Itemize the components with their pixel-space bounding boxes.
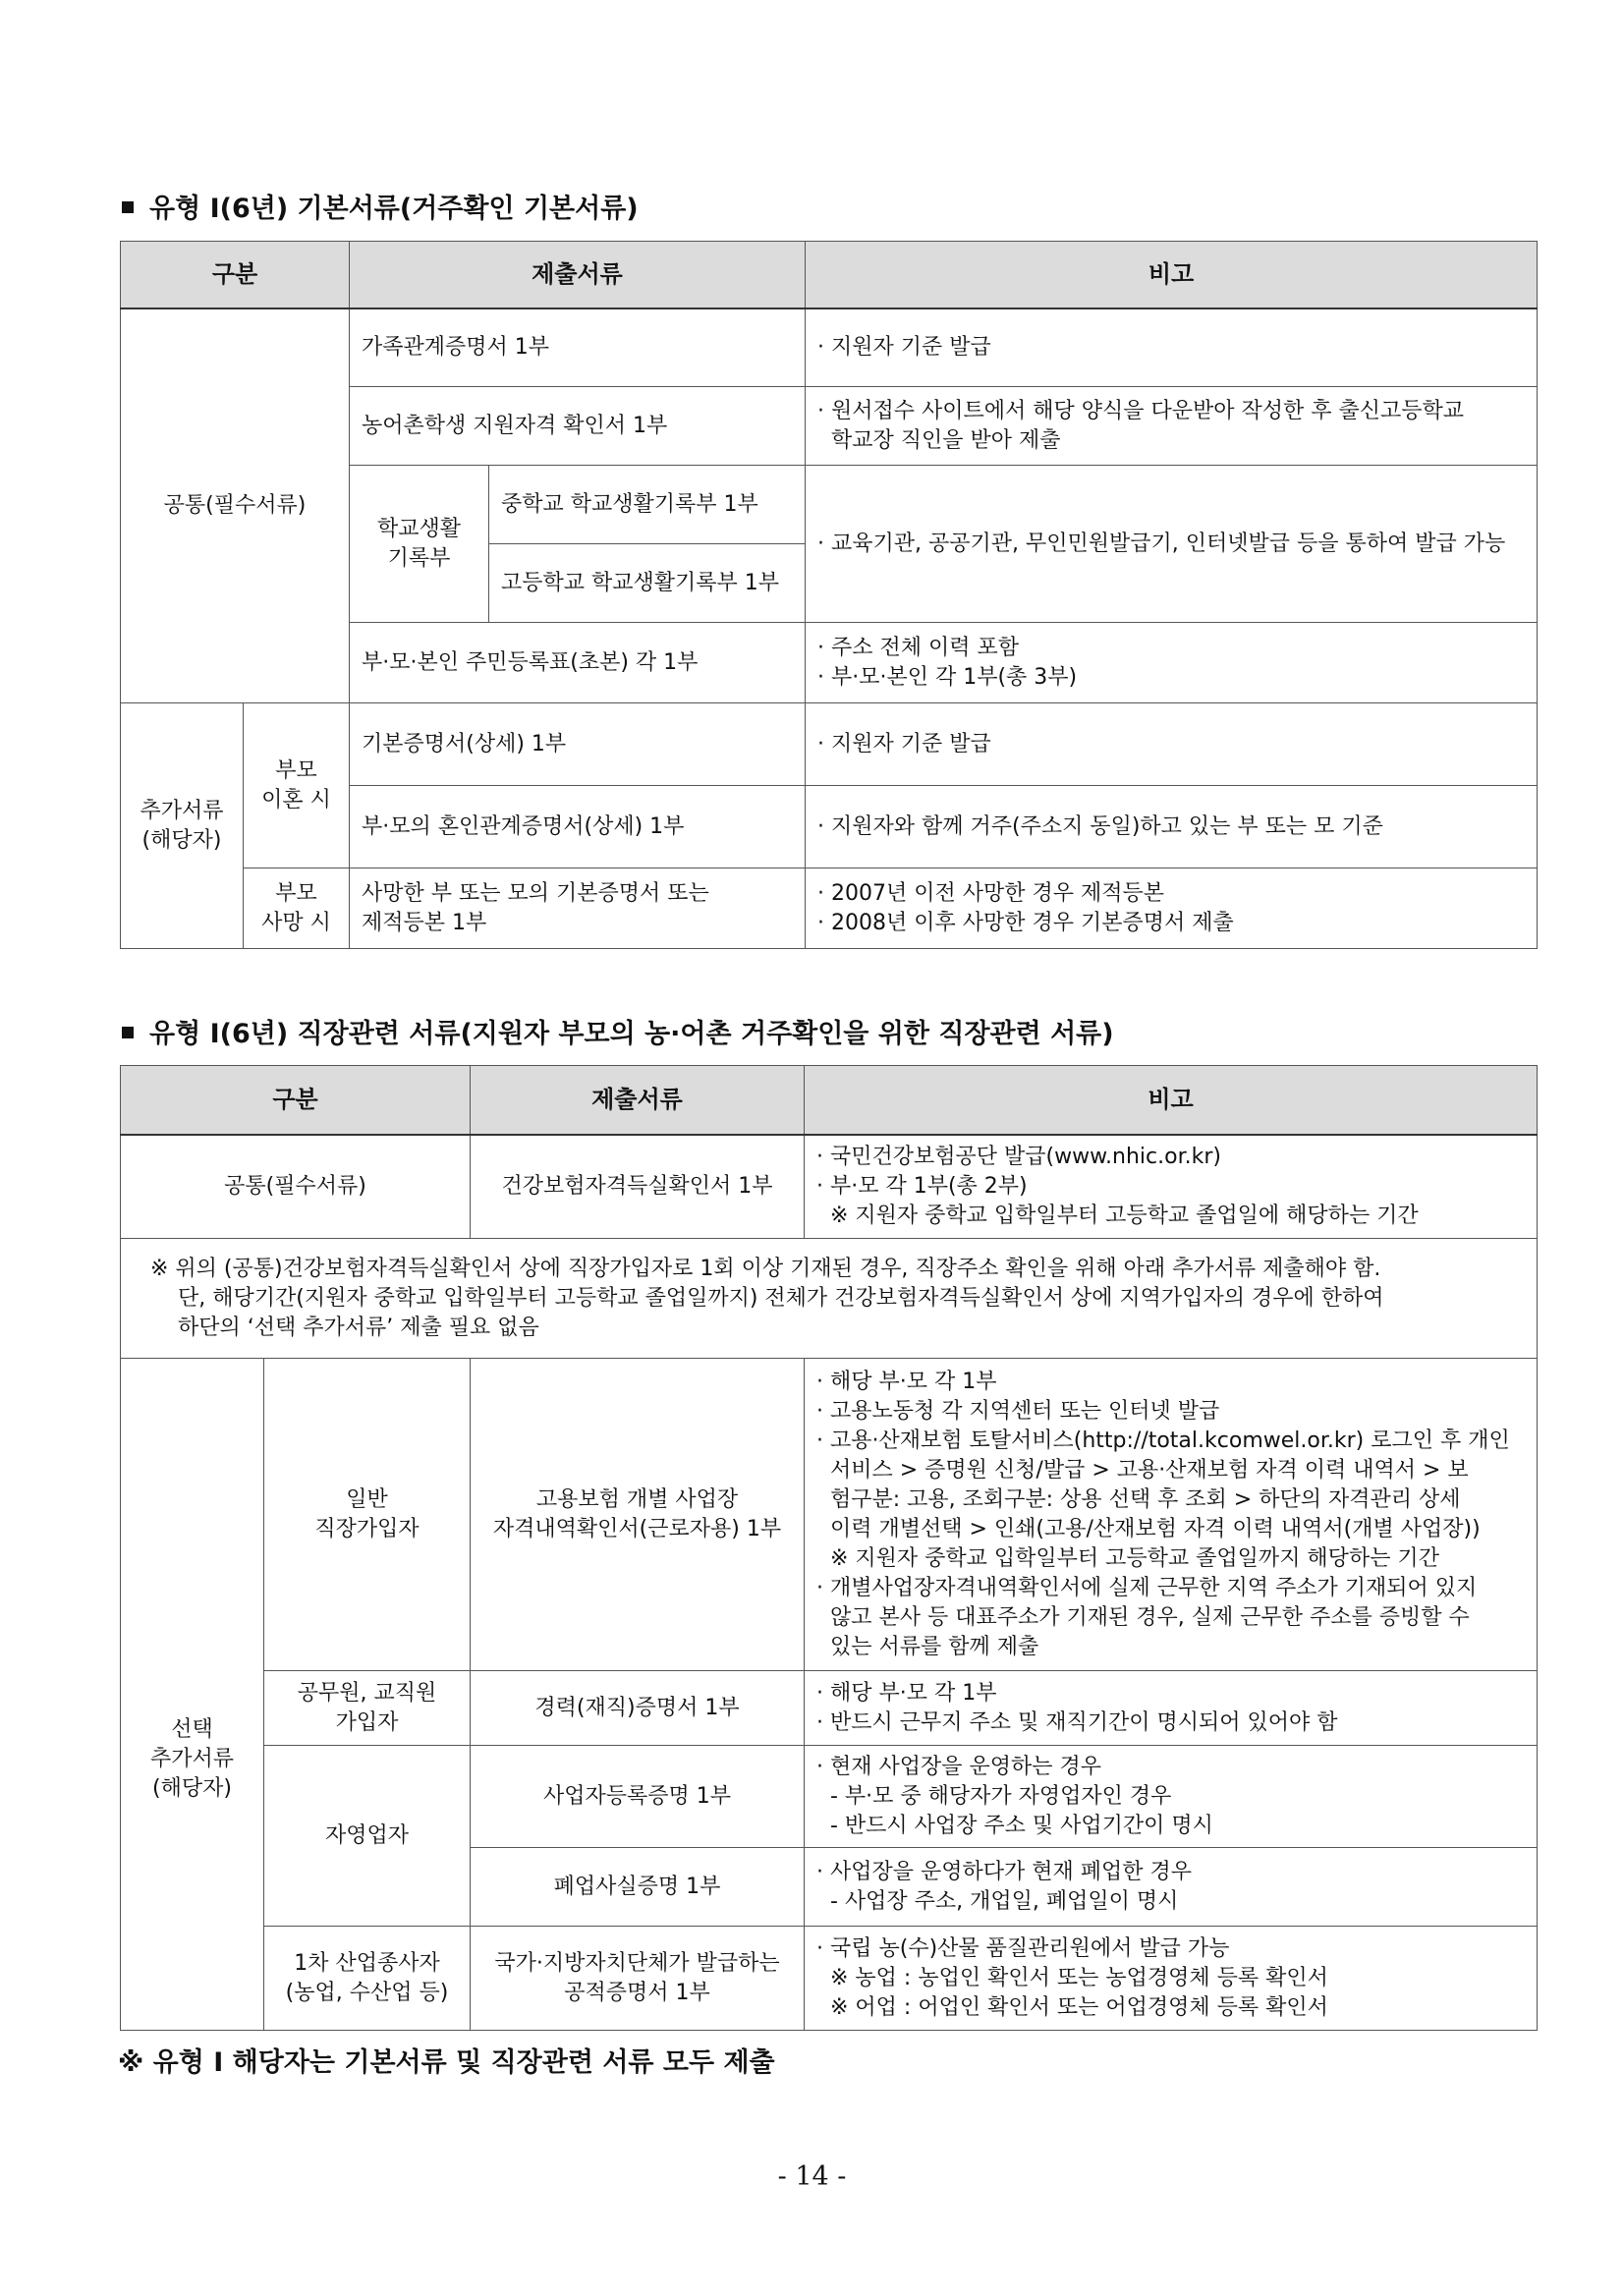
note-marriage-cert: · 지원자와 함께 거주(주소지 동일)하고 있는 부 또는 모 기준 <box>806 786 1538 868</box>
note-resident-registration: · 주소 전체 이력 포함 · 부·모·본인 각 1부(총 3부) <box>806 623 1538 703</box>
note-public-certificate: · 국립 농(수)산물 품질관리원에서 발급 가능 ※ 농업 : 농업인 확인서 또는 농업경영체 등록 확인서 ※ 어업 : 어업인 확인서 또는 어업경영체 등록 확인서 <box>805 1927 1538 2031</box>
doc-closure-cert: 폐업사실증명 1부 <box>471 1848 805 1927</box>
square-bullet-icon <box>122 201 134 213</box>
note-employment-cert: · 해당 부·모 각 1부 · 반드시 근무지 주소 및 재직기간이 명시되어 있어야 함 <box>805 1671 1538 1746</box>
parents-divorce-label: 부모 이혼 시 <box>244 703 350 868</box>
workplace-documents-table <box>120 1065 1538 2031</box>
additional-docs-label: 추가서류 (해당자) <box>121 703 244 949</box>
table-row <box>121 1927 1538 2031</box>
note-issuance-places: · 교육기관, 공공기관, 무인민원발급기, 인터넷발급 등을 통하여 발급 가능 <box>806 466 1538 623</box>
page-number: - 14 - <box>777 2161 847 2192</box>
footer-note: ※ 유형 I 해당자는 기본서류 및 직장관련 서류 모두 제출 <box>118 2047 775 2078</box>
header-documents: 제출서류 <box>471 1066 805 1135</box>
doc-rural-qualification: 농어촌학생 지원자격 확인서 1부 <box>350 387 806 466</box>
doc-public-certificate: 국가·지방자치단체가 발급하는 공적증명서 1부 <box>471 1927 805 2031</box>
basic-documents-table <box>120 241 1538 949</box>
workplace-notice: ※ 위의 (공통)건강보험자격득실확인서 상에 직장가입자로 1회 이상 기재된 경우, 직장주소 확인을 위해 아래 추가서류 제출해야 함. 단, 해당기간(지원자 중학교 입학일부터 고등학교 졸업일까지) 전체가 건강보험자격득실확인서 상에 지역가입자의 경우에 한하여 하단의 ‘선택 추가서류’ 제출 필요 없음 <box>121 1239 1538 1359</box>
header-documents: 제출서류 <box>350 242 806 308</box>
primary-industry-label: 1차 산업종사자 (농업, 수산업 등) <box>264 1927 471 2031</box>
parents-death-label: 부모 사망 시 <box>244 868 350 949</box>
doc-middle-school-record: 중학교 학교생활기록부 1부 <box>489 466 806 544</box>
doc-business-registration: 사업자등록증명 1부 <box>471 1746 805 1848</box>
doc-employment-insurance: 고용보험 개별 사업장 자격내역확인서(근로자용) 1부 <box>471 1359 805 1671</box>
doc-employment-cert: 경력(재직)증명서 1부 <box>471 1671 805 1746</box>
doc-basic-cert: 기본증명서(상세) 1부 <box>350 703 806 786</box>
note-employment-insurance: · 해당 부·모 각 1부 · 고용노동청 각 지역센터 또는 인터넷 발급 · 고용·산재보험 토탈서비스(http://total.kcomwel.or.kr) 로그인 후 개인 서비스 > 증명원 신청/발급 > 고용·산재보험 자격 이력 내역서 > 보 험구분: 고용, 조회구분: 상용 선택 후 조회 > 하단의 자격관리 상세 이력 개별선택 > 인쇄(고용/산재보험 자격 이력 내역서(개별 사업장)) ※ 지원자 중학교 입학일부터 고등학교 졸업일까지 해당하는 기간 · 개별사업장자격내역확인서에 실제 근무한 지역 주소가 기재되어 있지 않고 본사 등 대표주소가 기재된 경우, 실제 근무한 주소를 증빙할 수 있는 서류를 함께 제출 <box>805 1359 1538 1671</box>
school-record-label: 학교생활 기록부 <box>350 466 489 623</box>
note-business-registration: · 현재 사업장을 운영하는 경우 - 부·모 중 해당자가 자영업자인 경우 - 반드시 사업장 주소 및 사업기간이 명시 <box>805 1746 1538 1848</box>
table-row <box>121 1239 1538 1359</box>
table-row <box>121 1746 1538 1848</box>
note-rural-qualification: · 원서접수 사이트에서 해당 양식을 다운받아 작성한 후 출신고등학교 학교장 직인을 받아 제출 <box>806 387 1538 466</box>
doc-marriage-cert: 부·모의 혼인관계증명서(상세) 1부 <box>350 786 806 868</box>
general-employee-label: 일반 직장가입자 <box>264 1359 471 1671</box>
self-employed-label: 자영업자 <box>264 1746 471 1927</box>
table-row <box>121 703 1538 786</box>
table-header-row <box>121 242 1538 308</box>
public-servant-label: 공무원, 교직원 가입자 <box>264 1671 471 1746</box>
note-health-insurance: · 국민건강보험공단 발급(www.nhic.or.kr) · 부·모 각 1부(총 2부) ※ 지원자 중학교 입학일부터 고등학교 졸업일에 해당하는 기간 <box>805 1135 1538 1239</box>
common-required-label: 공통(필수서류) <box>121 1135 471 1239</box>
note-family-cert: · 지원자 기준 발급 <box>806 308 1538 387</box>
doc-death-cert: 사망한 부 또는 모의 기본증명서 또는 제적등본 1부 <box>350 868 806 949</box>
square-bullet-icon <box>122 1027 134 1038</box>
header-remarks: 비고 <box>806 242 1538 308</box>
table-row <box>121 308 1538 387</box>
table-row <box>121 1135 1538 1239</box>
table-row <box>121 1359 1538 1671</box>
section1-heading: 유형 I(6년) 기본서류(거주확인 기본서류) <box>122 187 639 225</box>
table-row <box>121 868 1538 949</box>
note-closure-cert: · 사업장을 운영하다가 현재 폐업한 경우 - 사업장 주소, 개업일, 폐업일이 명시 <box>805 1848 1538 1927</box>
table-header-row <box>121 1066 1538 1135</box>
doc-high-school-record: 고등학교 학교생활기록부 1부 <box>489 544 806 623</box>
doc-family-cert: 가족관계증명서 1부 <box>350 308 806 387</box>
doc-health-insurance: 건강보험자격득실확인서 1부 <box>471 1135 805 1239</box>
section2-heading: 유형 I(6년) 직장관련 서류(지원자 부모의 농·어촌 거주확인을 위한 직장관련 서류) <box>122 1012 1114 1050</box>
optional-additional-label: 선택 추가서류 (해당자) <box>121 1359 264 2031</box>
header-category: 구분 <box>121 1066 471 1135</box>
doc-resident-registration: 부·모·본인 주민등록표(초본) 각 1부 <box>350 623 806 703</box>
note-death-cert: · 2007년 이전 사망한 경우 제적등본 · 2008년 이후 사망한 경우 기본증명서 제출 <box>806 868 1538 949</box>
table-row <box>121 1671 1538 1746</box>
note-basic-cert: · 지원자 기준 발급 <box>806 703 1538 786</box>
common-required-label: 공통(필수서류) <box>121 308 350 703</box>
header-remarks: 비고 <box>805 1066 1538 1135</box>
header-category: 구분 <box>121 242 350 308</box>
